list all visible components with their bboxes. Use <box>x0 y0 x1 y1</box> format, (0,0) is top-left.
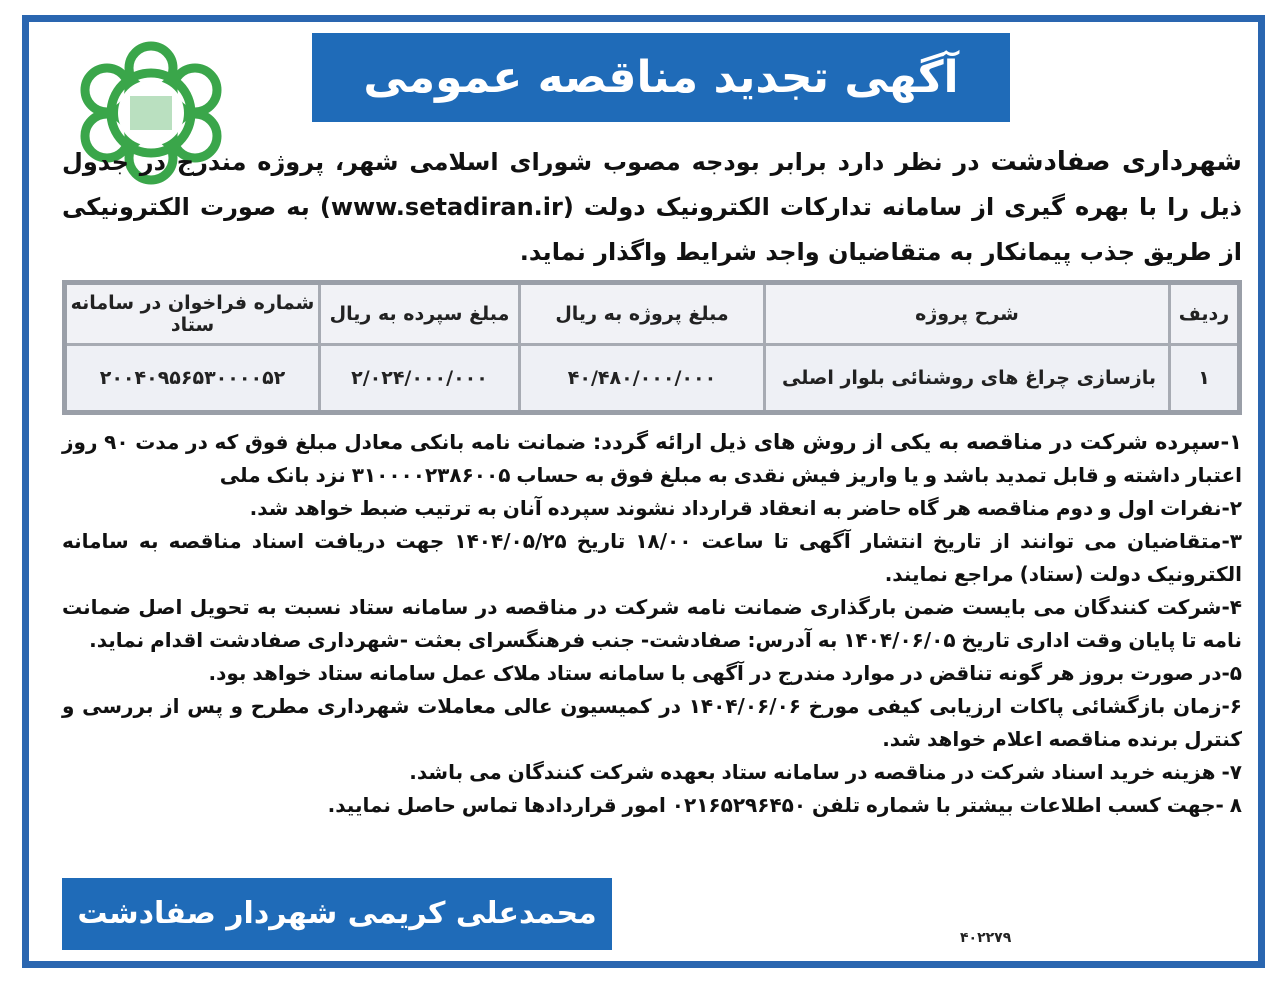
condition-item: ۴-شرکت کنندگان می بایست ضمن بارگذاری ضمانت نامه شرکت در مناقصه در سامانه ستاد نسبت به تحویل اصل ضمانت نامه تا پایان وقت اداری تاریخ ۱۴۰۴/۰۶/۰۵ به آدرس: صفادشت- جنب فرهنگسرای بعثت -شهرداری صفادشت اقدام نماید. <box>62 595 1242 652</box>
cell-deposit-amount: ۲/۰۲۴/۰۰۰/۰۰۰ <box>320 345 520 413</box>
col-header: شماره فراخوان در سامانه ستاد <box>65 283 320 345</box>
condition-item <box>62 426 1242 492</box>
cell-description: بازسازی چراغ های روشنائی بلوار اصلی <box>765 345 1170 413</box>
table-row <box>65 345 1240 413</box>
intro-org-name: شهرداری صفادشت <box>990 147 1243 177</box>
col-header: شرح پروژه <box>765 283 1170 345</box>
conditions-list <box>62 426 1242 822</box>
intro-paragraph <box>62 140 1242 275</box>
signature-box: محمدعلی کریمی شهردار صفادشت <box>62 878 612 950</box>
intro-text: در نظر دارد برابر بودجه مصوب شورای اسلامی شهر، پروژه مندرج در جدول ذیل را با بهره گیری از سامانه تدارکات الکترونیک دولت (www.setadiran.ir) به صورت الکترونیکی از طریق جذب پیمانکار به متقاضیان واجد شرایط واگذار نماید. <box>62 148 1242 266</box>
col-header: مبلغ سپرده به ریال <box>320 283 520 345</box>
tender-table <box>62 280 1242 415</box>
condition-item: ۷- هزینه خرید اسناد شرکت در مناقصه در سامانه ستاد بعهده شرکت کنندگان می باشد. <box>409 760 1242 784</box>
cell-row-number: ۱ <box>1170 345 1240 413</box>
condition-item: ۸ -جهت کسب اطلاعات بیشتر با شماره تلفن ۰۲۱۶۵۲۹۶۴۵۰ امور قراردادها تماس حاصل نمایید. <box>327 793 1242 817</box>
condition-item: ۳-متقاضیان می توانند از تاریخ انتشار آگهی تا ساعت ۱۸/۰۰ تاریخ ۱۴۰۴/۰۵/۲۵ جهت دریافت اسناد مناقصه به سامانه الکترونیک دولت (ستاد) مراجع نمایند. <box>62 529 1242 586</box>
condition-item: ۲-نفرات اول و دوم مناقصه هر گاه حاضر به انعقاد قرارداد نشوند سپرده آنان به ترتیب ضبط خواهد شد. <box>249 496 1242 520</box>
condition-item: ۵-در صورت بروز هر گونه تناقض در موارد مندرج در آگهی با سامانه ستاد ملاک عمل سامانه ستاد خواهد بود. <box>208 661 1242 685</box>
condition-heading: ۱-سپرده شرکت در مناقصه به یکی از روش های ذیل ارائه گردد: <box>592 430 1242 454</box>
cell-tender-number: ۲۰۰۴۰۹۵۶۵۳۰۰۰۰۵۲ <box>65 345 320 413</box>
page-title: آگهی تجدید مناقصه عمومی <box>312 33 1010 122</box>
col-header: مبلغ پروژه به ریال <box>520 283 765 345</box>
ad-code: ۴۰۲۲۷۹ <box>960 930 1012 946</box>
table-header-row <box>65 283 1240 345</box>
cell-project-amount: ۴۰/۴۸۰/۰۰۰/۰۰۰ <box>520 345 765 413</box>
col-header: ردیف <box>1170 283 1240 345</box>
condition-text: ضمانت نامه بانکی معادل مبلغ فوق که در مدت ۹۰ روز اعتبار داشته و قابل تمدید باشد و یا واریز فیش نقدی به مبلغ فوق به حساب ۳۱۰۰۰۰۲۳۸۶۰۰۵ نزد بانک ملی <box>62 430 1242 487</box>
condition-item: ۶-زمان بازگشائی پاکات ارزیابی کیفی مورخ ۱۴۰۴/۰۶/۰۶ در کمیسیون عالی معاملات شهرداری مطرح و پس از بررسی و کنترل برنده مناقصه اعلام خواهد شد. <box>62 694 1242 751</box>
